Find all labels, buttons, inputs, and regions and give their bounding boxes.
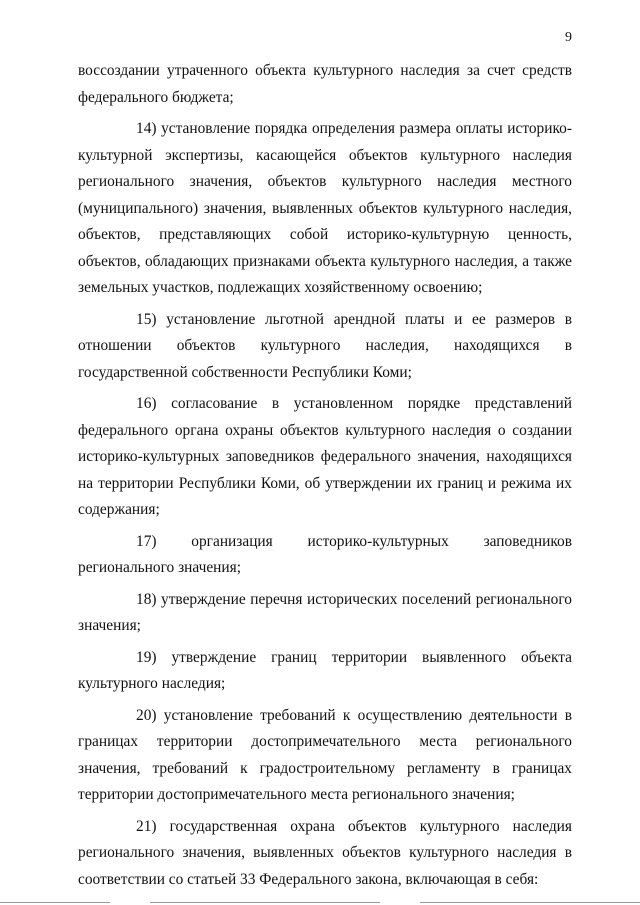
scan-edge-line-mid: [150, 902, 380, 903]
paragraph-item-19: 19) утверждение границ территории выявленного объекта культурного наследия;: [78, 648, 572, 692]
document-body: [78, 58, 572, 898]
scan-edge-line-right: [420, 902, 640, 903]
scan-edge-line-left: [0, 902, 110, 903]
page-number: 9: [565, 30, 572, 45]
paragraph-item-20: 20) установление требований к осуществлению деятельности в границах территории достопримечательного места регионального значения, требований к градостроительному регламенту в границах территории достопримечательного места регионального значения;: [78, 706, 572, 803]
paragraph-continuation: воссоздании утраченного объекта культурного наследия за счет средств федерального бюджета;: [78, 62, 572, 106]
paragraph-item-15: 15) установление льготной арендной платы и ее размеров в отношении объектов культурного наследия, находящихся в государственной собственности Республики Коми;: [78, 310, 572, 381]
paragraph-item-17: 17) организация историко-культурных заповедников регионального значения;: [78, 532, 572, 576]
paragraph-item-21: 21) государственная охрана объектов культурного наследия регионального значения, выявленных объектов культурного наследия в соответствии со статьей 33 Федерального закона, включающая в себя:: [78, 817, 572, 888]
paragraph-item-14: 14) установление порядка определения размера оплаты историко-культурной экспертизы, касающейся объектов культурного наследия регионального значения, объектов культурного наследия местного (муниципального) значения, выявленных объектов культурного наследия, объектов, представляющих собой историко-культурную ценность, объектов, обладающих признаками объекта культурного наследия, а также земельных участков, подлежащих хозяйственному освоению;: [78, 120, 572, 296]
paragraph-item-16: 16) согласование в установленном порядке представлений федерального органа охраны объектов культурного наследия о создании историко-культурных заповедников федерального значения, находящихся на территории Республики Коми, об утверждении их границ и режима их содержания;: [78, 395, 572, 518]
paragraph-item-18: 18) утверждение перечня исторических поселений регионального значения;: [78, 590, 572, 634]
